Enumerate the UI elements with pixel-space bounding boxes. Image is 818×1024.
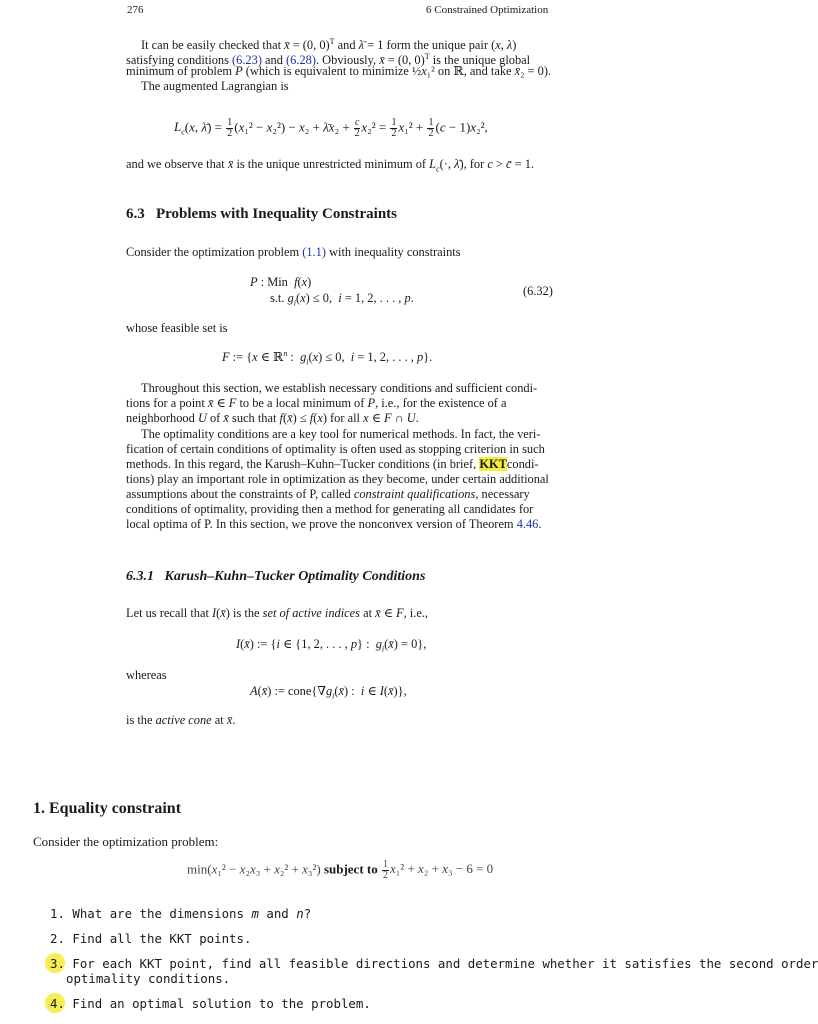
paragraph-line: Throughout this section, we establish necessary conditions and sufficient condi- xyxy=(141,381,538,395)
section-title: Problems with Inequality Constraints xyxy=(156,206,397,222)
ref-link[interactable]: (6.28) xyxy=(286,53,316,68)
highlight-dot: 4. xyxy=(50,996,65,1011)
whereas-line: whereas xyxy=(126,668,167,682)
paragraph-line: methods. In this regard, the Karush–Kuhn–Tucker conditions (in brief, KKTcondi- xyxy=(126,457,539,471)
intro-line: The augmented Lagrangian is xyxy=(141,79,289,93)
intro-line: minimum of problem P (which is equivalent to minimize ½x₁² on ℝ, and take x̄₂ = 0). xyxy=(126,64,552,78)
exercise-item: 3. For each KKT point, find all feasible directions and determine whether it satisfies the second order xyxy=(50,956,818,971)
exercise-item: 2. Find all the KKT points. xyxy=(50,931,252,946)
active-cone-line: is the active cone at x̄. xyxy=(126,713,236,727)
section-heading xyxy=(126,206,397,223)
exercise-item: 4. Find an optimal solution to the problem. xyxy=(50,996,371,1011)
problem-statement: P : Min f(x) xyxy=(250,275,312,289)
feasible-set: F := {x ∈ ℝ$^n$ : $g_i(x) \le 0$, i = 1, 2, . . . , p}. xyxy=(222,349,433,367)
paragraph-line: fication of certain conditions of optimality is often used as stopping criterion in such xyxy=(126,442,545,456)
active-cone-equation: A(x̄) := $cone\{\nabla g_i(x̄)$ : i ∈ I(x̄)}, xyxy=(250,684,407,701)
paragraph-line: tions for a point x̄ ∈ F to be a local minimum of P, i.e., for the existence of a xyxy=(126,396,507,410)
active-set-equation: I(x̄) := {i ∈ {1, 2, . . . , p} : $g_i(x̄) = 0$}, xyxy=(236,637,427,654)
paragraph-line: local optima of P. In this section, we prove the nonconvex version of Theorem 4.46. xyxy=(126,517,542,531)
exercise-item-continuation: optimality conditions. xyxy=(66,971,231,986)
intro-line: It can be easily checked that x̄ = (0, 0)$^T$ and λ̄ = 1 form the unique pair (x, λ) xyxy=(141,37,517,53)
highlight-dot: 3. xyxy=(50,956,65,971)
paragraph-line: conditions of optimality, providing then a method for generating all candidates for xyxy=(126,502,534,516)
feasible-intro: whose feasible set is xyxy=(126,321,228,335)
page-number: 276 xyxy=(127,4,144,16)
exercise-problem-equation: min(x₁² − x₂x₃ + x₂² + x₃²) subject to $\frac{1}{2}$ x₁² + x₂ + x₃ − 6 = 0 xyxy=(187,859,494,881)
consider-line: Consider the optimization problem (1.1) with inequality constraints xyxy=(126,245,461,259)
exercise-intro: Consider the optimization problem: xyxy=(33,834,219,849)
subsection-number: 6.3.1 xyxy=(126,569,154,584)
section-number: 6.3 xyxy=(126,206,145,222)
ref-link[interactable]: (6.23) xyxy=(232,53,262,68)
paragraph-line: neighborhood U of x̄ such that f(x̄) ≤ f(x) for all x ∈ F ∩ U. xyxy=(126,411,419,425)
subsection-title: Karush–Kuhn–Tucker Optimality Conditions xyxy=(164,569,426,584)
subsection-heading xyxy=(126,569,425,585)
highlighted-term: KKT xyxy=(479,457,507,471)
paragraph-line: assumptions about the constraints of P, called constraint qualifications, necessary xyxy=(126,487,530,501)
exercise-item: 1. What are the dimensions m and n? xyxy=(50,906,312,921)
paragraph-line: tions) play an important role in optimization as they become, under certain additional xyxy=(126,472,549,486)
subject-to-label: subject to xyxy=(323,861,378,877)
recall-line: Let us recall that I(x̄) is the set of active indices at x̄ ∈ F, i.e., xyxy=(126,606,429,620)
paragraph-line: The optimality conditions are a key tool for numerical methods. In fact, the veri- xyxy=(141,427,541,441)
ref-link[interactable]: (1.1) xyxy=(302,245,326,259)
ref-link[interactable]: 4.46 xyxy=(516,517,539,531)
augmented-lagrangian-equation: $L_c(x$, λ̄) = $\frac{1}{2}$ (x₁² − x₂²) − x₂ + λ̄x₂ + $\frac{c}{2}$ x₂² = $\frac{1}{2}$ x₁² + $\frac{1}{2}$ (c − 1)x₂², xyxy=(174,117,488,139)
exercise-title: 1. Equality constraint xyxy=(33,800,182,817)
equation-label: (6.32) xyxy=(523,284,553,298)
problem-constraint: s.t. $g_i(x) \le 0$, i = 1, 2, . . . , p. xyxy=(270,291,414,308)
observe-line: and we observe that x̄ is the unique unrestricted minimum of $L_c(\cdot$, λ̄), for c > c̄ = 1. xyxy=(126,157,534,174)
chapter-title: 6 Constrained Optimization xyxy=(426,4,549,16)
intro-line: satisfying conditions (6.23) and (6.28). Obviously, x̄ = (0, 0)$^T$ is the unique global xyxy=(126,52,531,68)
